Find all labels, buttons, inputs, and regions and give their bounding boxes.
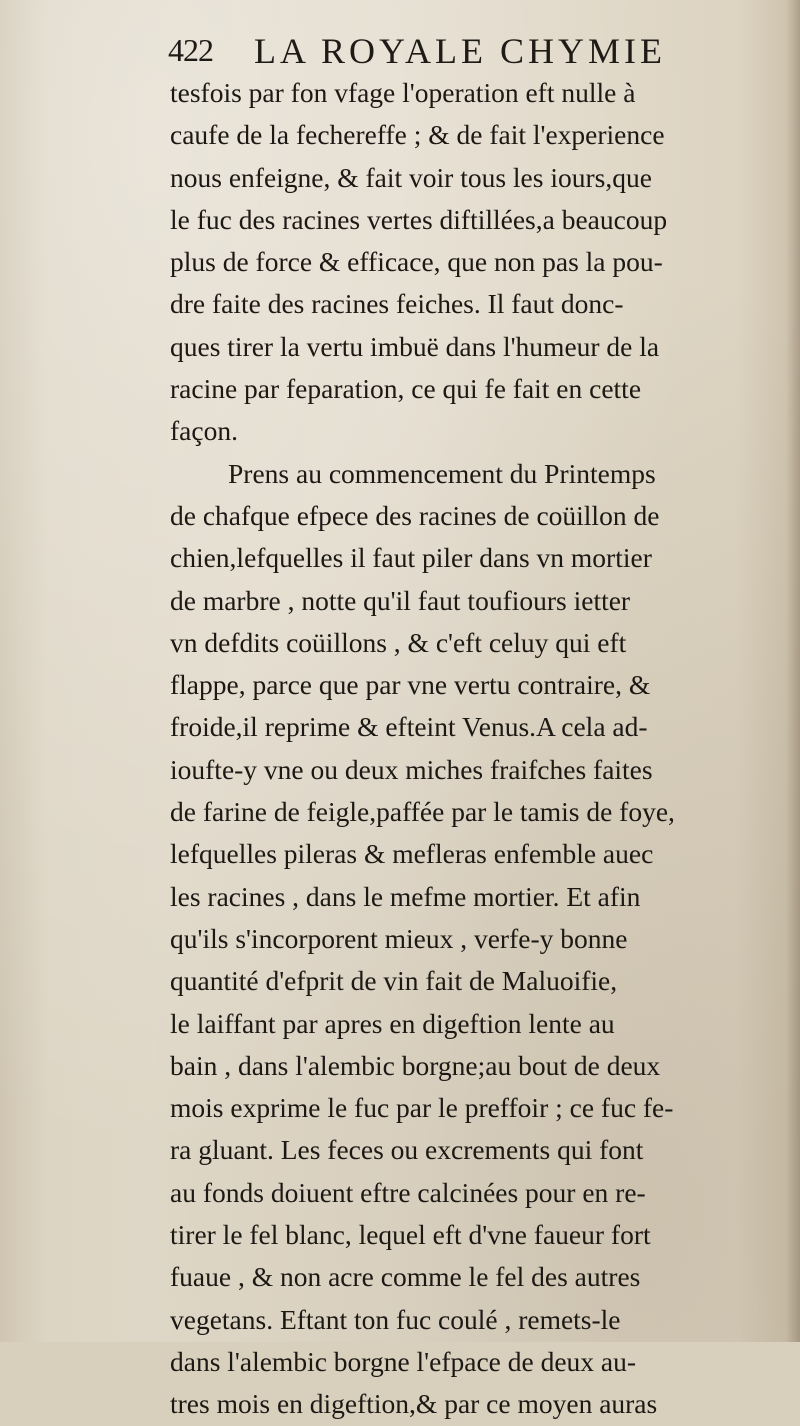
- text-line: dre faite des racines feiches. Il faut donc-: [170, 288, 624, 320]
- text-line: qu'ils s'incorporent mieux , verfe-y bonne: [170, 922, 628, 954]
- text-line: froide,il reprime & efteint Venus.A cela ad-: [170, 711, 648, 743]
- text-line: tesfois par fon vfage l'operation eft nulle à: [170, 77, 636, 108]
- text-line: ques tirer la vertu imbuë dans l'humeur de la: [170, 330, 660, 362]
- paragraph-start-line: Prens au commencement du Printemps: [228, 457, 656, 489]
- page-edge-shadow: [786, 0, 800, 1342]
- text-line: le laiffant par apres en digeftion lente au: [170, 1007, 615, 1039]
- text-line: chien,lefquelles il faut piler dans vn mortier: [170, 542, 652, 574]
- text-line: façon.: [170, 415, 238, 447]
- text-line: les racines , dans le mefme mortier. Et afin: [170, 880, 641, 912]
- text-line: nous enfeigne, & fait voir tous les iours,que: [170, 161, 652, 193]
- text-line: tres mois en digeftion,& par ce moyen auras: [170, 1388, 658, 1420]
- text-line: plus de force & efficace, que non pas la pou-: [170, 246, 663, 278]
- text-line: vegetans. Eftant ton fuc coulé , remets-le: [170, 1303, 621, 1335]
- body-text: [170, 72, 770, 1426]
- text-line: mois exprime le fuc par le preffoir ; ce fuc fe-: [170, 1092, 674, 1124]
- text-line: caufe de la fechereffe ; & de fait l'experience: [170, 119, 665, 151]
- running-title: LA ROYALE CHYMIE: [254, 31, 666, 71]
- text-line: de marbre , notte qu'il faut toufiours ietter: [170, 584, 631, 616]
- running-header: [168, 28, 748, 76]
- text-line: de chafque efpece des racines de coüillon de: [170, 499, 660, 531]
- text-line: ioufte-y vne ou deux miches fraifches faites: [170, 753, 653, 785]
- text-line: de farine de feigle,paffée par le tamis de foye,: [170, 796, 675, 828]
- text-line: racine par feparation, ce qui fe fait en cette: [170, 373, 642, 405]
- text-line: lefquelles pileras & mefleras enfemble auec: [170, 838, 654, 870]
- text-line: bain , dans l'alembic borgne;au bout de deux: [170, 1049, 661, 1081]
- page-number: 422: [168, 32, 213, 68]
- text-line: tirer le fel blanc, lequel eft d'vne faueur fort: [170, 1219, 651, 1251]
- text-line: quantité d'efprit de vin fait de Maluoifie,: [170, 965, 618, 997]
- text-line: dans l'alembic borgne l'efpace de deux au-: [170, 1345, 637, 1377]
- text-line: fuaue , & non acre comme le fel des autres: [170, 1261, 641, 1293]
- text-line: le fuc des racines vertes diftillées,a beaucoup: [170, 203, 668, 235]
- text-line: vn defdits coüillons , & c'eft celuy qui eft: [170, 626, 627, 658]
- text-line: au fonds doiuent eftre calcinées pour en re-: [170, 1176, 646, 1208]
- text-line: flappe, parce que par vne vertu contraire, &: [170, 669, 651, 701]
- text-line: ra gluant. Les feces ou excrements qui font: [170, 1134, 644, 1166]
